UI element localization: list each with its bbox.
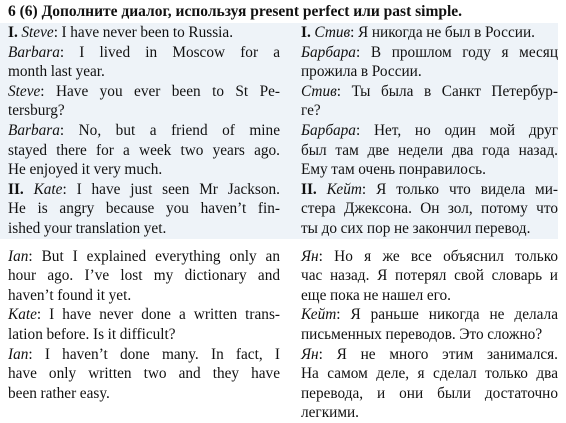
dialogue-line [8,23,280,43]
dialogue-line [8,305,280,325]
line-text: перевода, и они были достаточно [301,384,558,402]
dialogue-line [301,384,558,404]
exercise-page [8,2,558,423]
dialogue-line [301,23,558,43]
line-text: : I lived in Moscow for a [59,43,280,61]
dialogue-line [301,141,558,161]
dialogue-line [301,364,558,384]
speaker-name: Барбара [301,43,356,61]
line-text: ге? [301,102,321,120]
dialogue-line [8,62,280,82]
dialogue-line [8,141,280,161]
line-text: ты до сих пор не закончил перевод. [301,219,531,237]
dialogue-line [301,305,558,325]
line-text: На самом деле, я сделал только два [301,365,558,383]
line-text: еще пока не нашел его. [301,286,451,304]
part-number: II. [8,180,24,198]
speaker-name: Barbara [8,43,60,61]
line-text: : But I explained everything only an [28,247,280,265]
part-number: I. [301,24,311,41]
dialogue-line [301,43,558,63]
speaker-name: Steve [21,24,54,41]
line-text: He enjoyed it very much. [8,161,163,179]
dialogue-line [301,219,558,239]
speaker-name: Кейт [301,306,337,324]
line-text: tersburg? [8,102,65,120]
speaker-name: Стив [301,82,337,100]
dialogue-line [301,403,558,423]
russian-column-top [301,23,558,239]
line-text: письменных переводов. Это сложно? [301,325,543,343]
dialogue-line [8,219,280,239]
part-number: II. [301,180,317,198]
speaker-name: Барбара [301,121,356,139]
dialogue-line [301,266,558,286]
line-text: : I haven’t done many. In fact, I [28,345,280,363]
line-text: : Я никогда не был в России. [350,24,535,41]
dialogue-line [301,82,558,102]
line-text: стера Джексона. Он зол, потому что [301,200,558,218]
dialogue-line [301,286,558,306]
line-text: : I have never done a written trans- [36,306,280,324]
english-column-bottom [8,247,280,423]
dialogue-line [8,266,280,286]
line-text: : Я раньше никогда не делала [336,306,558,324]
dialogue-line [8,325,280,345]
section-separator [8,239,558,247]
dialogue-line [301,345,558,365]
line-text: He is angry because you haven’t fin- [8,200,280,218]
line-text: haven’t found it yet. [8,286,132,304]
speaker-name: Ян [301,345,319,363]
speaker-name: Kate [8,306,37,324]
dialogue-line [301,101,558,121]
speaker-name: Ян [301,247,319,265]
dialogue-line [8,384,280,404]
line-text: Ему там очень понравилось. [301,161,486,179]
dialogue-line [8,82,280,102]
speaker-name: Ian [8,247,29,265]
dialogue-line [301,121,558,141]
dialogue-line [8,345,280,365]
line-text: : В прошлом году я месяц [355,43,558,61]
dialogue-line [8,180,280,200]
speaker-name: Кейт [326,180,362,198]
dialogue-line [301,160,558,180]
dialogue-line [301,180,558,200]
line-text: stayed there for a week two years ago. [8,141,280,159]
english-column-top [8,23,280,239]
line-text: : No, but a friend of mine [59,121,280,139]
line-text: have only written two and they have [8,365,280,383]
dialogue-line [8,199,280,219]
line-text: been rather easy. [8,384,110,402]
dialogue-line [8,101,280,121]
dialogue-line [8,160,280,180]
exercise-heading: 6 (6) Дополните диалог, используя present perfect или past simple. [8,3,463,20]
line-text: ished your translation yet. [8,219,167,237]
line-text: : Но я же все объяснил только [318,247,558,265]
dialogue-line [8,286,280,306]
line-text: : Я только что видела ми- [361,180,558,198]
speaker-name: Стив [314,24,351,41]
speaker-name: Steve [8,82,41,100]
line-text: : I have just seen Mr Jackson. [62,180,280,198]
dialogue-line [301,247,558,267]
line-text: hour ago. I’ve lost my dictionary and [8,267,280,285]
line-text: lation before. Is it difficult? [8,325,176,343]
line-text: month last year. [8,63,105,81]
line-text: : Нет, но один мой друг [355,121,558,139]
line-text: прожила в России. [301,63,422,81]
part-number: I. [8,24,18,41]
speaker-name: Ian [8,345,29,363]
line-text: час назад. Я потерял свой словарь и [301,267,558,285]
dialogue-line [8,43,280,63]
dialogue-line [301,62,558,82]
speaker-name: Barbara [8,121,60,139]
dialogue-line [301,199,558,219]
dialogue-line [8,247,280,267]
line-text: : Have you ever been to St Pe- [40,82,280,100]
line-text: легкими. [301,404,360,422]
dialogue-part-1 [0,23,558,239]
russian-column-bottom [301,247,558,423]
dialogue-line [8,364,280,384]
line-text: был там две недели два года назад. [301,141,558,159]
line-text: : Я не много этим занимался. [318,345,558,363]
dialogue-line [8,121,280,141]
speaker-name: Kate [33,180,63,198]
dialogue-part-2 [8,247,558,423]
dialogue-line [301,325,558,345]
line-text: : Ты была в Санкт Петербур- [336,82,558,100]
line-text: : I have never been to Russia. [53,24,234,41]
